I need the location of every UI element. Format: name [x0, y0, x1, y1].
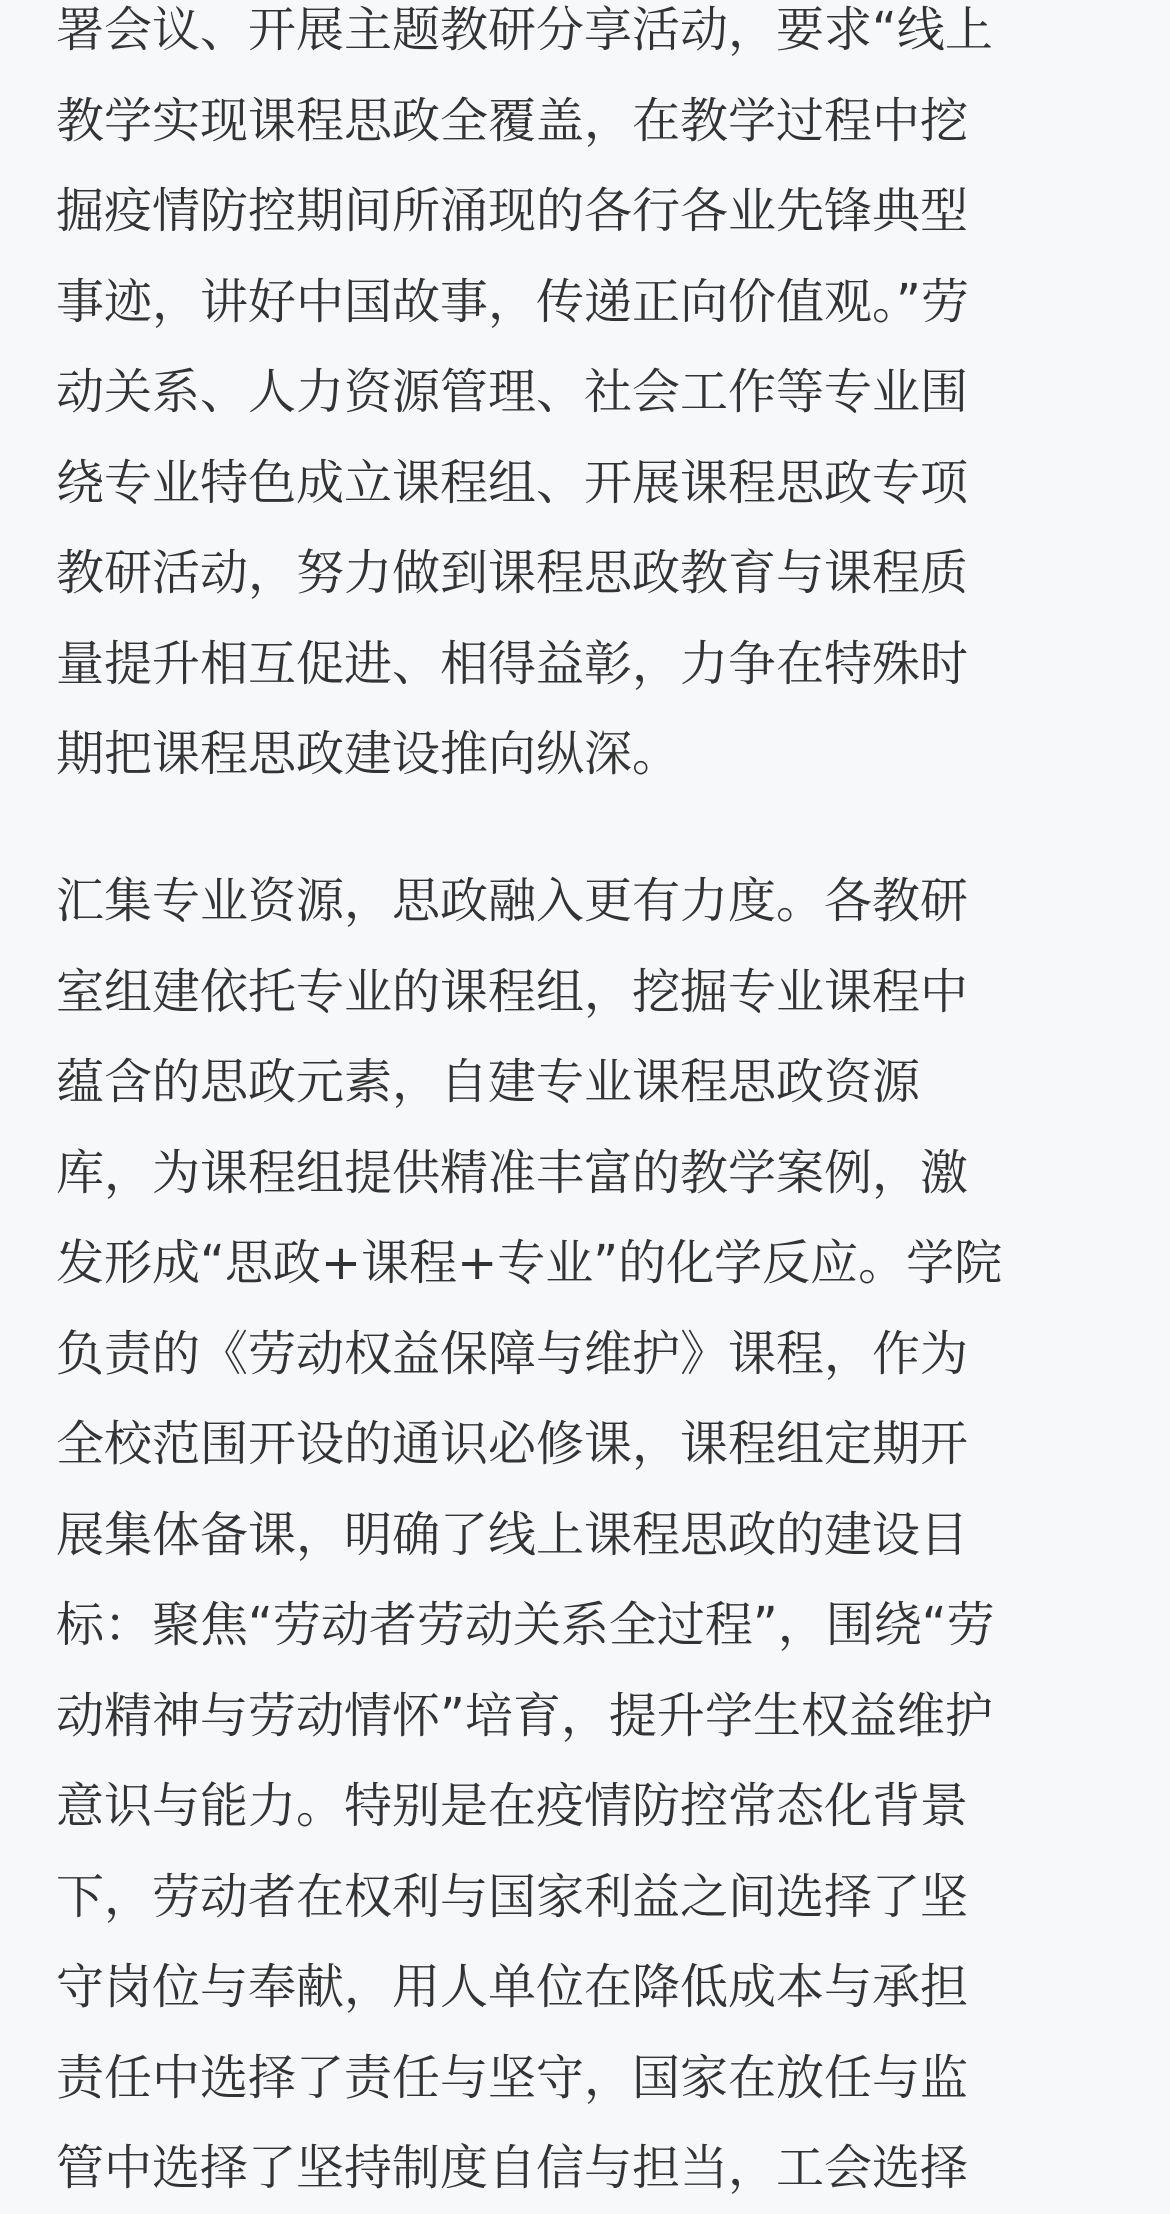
paragraph-line: 动关系、人力资源管理、社会工作等专业围 [56, 364, 969, 420]
paragraph-line: 动精神与劳动情怀”培育，提升学生权益维护 [56, 1687, 993, 1744]
paragraph-line: 绕专业特色成立课程组、开展课程思政专项 [56, 454, 969, 511]
paragraph-line: 掘疫情防控期间所涌现的各行各业先锋典型 [56, 183, 969, 239]
paragraph-line: 发形成“思政+课程+专业”的化学反应。学院 [56, 1235, 1003, 1291]
paragraph-line: 期把课程思政建设推向纵深。 [56, 726, 681, 782]
paragraph-line: 库，为课程组提供精准丰富的教学案例，激 [56, 1144, 969, 1201]
paragraph-line: 标：聚焦“劳动者劳动关系全过程”，围绕“劳 [56, 1597, 995, 1653]
paragraph-line: 署会议、开展主题教研分享活动，要求“线上 [56, 2, 993, 58]
paragraph-line: 全校范围开设的通识必修课，课程组定期开 [56, 1416, 969, 1472]
paragraph-line: 蕴含的思政元素，自建专业课程思政资源 [56, 1054, 921, 1110]
paragraph-line: 量提升相互促进、相得益彰，力争在特殊时 [56, 635, 969, 692]
article-paragraph [56, 856, 1002, 2214]
paragraph-line: 意识与能力。特别是在疫情防控常态化背景 [56, 1778, 969, 1834]
paragraph-line: 教研活动，努力做到课程思政教育与课程质 [56, 545, 969, 601]
paragraph-line: 责任中选择了责任与坚守，国家在放任与监 [56, 2049, 969, 2106]
paragraph-line: 展集体备课，明确了线上课程思政的建设目 [56, 1506, 969, 1563]
paragraph-line: 室组建依托专业的课程组，挖掘专业课程中 [56, 963, 969, 1020]
paragraph-line: 负责的《劳动权益保障与维护》课程，作为 [56, 1325, 969, 1382]
paragraph-line: 事迹，讲好中国故事，传递正向价值观。”劳 [56, 273, 969, 330]
paragraph-line: 守岗位与奉献，用人单位在降低成本与承担 [56, 1959, 969, 2015]
paragraph-line: 教学实现课程思政全覆盖，在教学过程中挖 [56, 92, 969, 149]
paragraph-line: 管中选择了坚持制度自信与担当，工会选择 [56, 2140, 969, 2196]
paragraph-line: 下，劳动者在权利与国家利益之间选择了坚 [56, 1868, 969, 1925]
paragraph-line: 汇集专业资源，思政融入更有力度。各教研 [56, 873, 969, 929]
article-paragraph [56, 0, 993, 800]
